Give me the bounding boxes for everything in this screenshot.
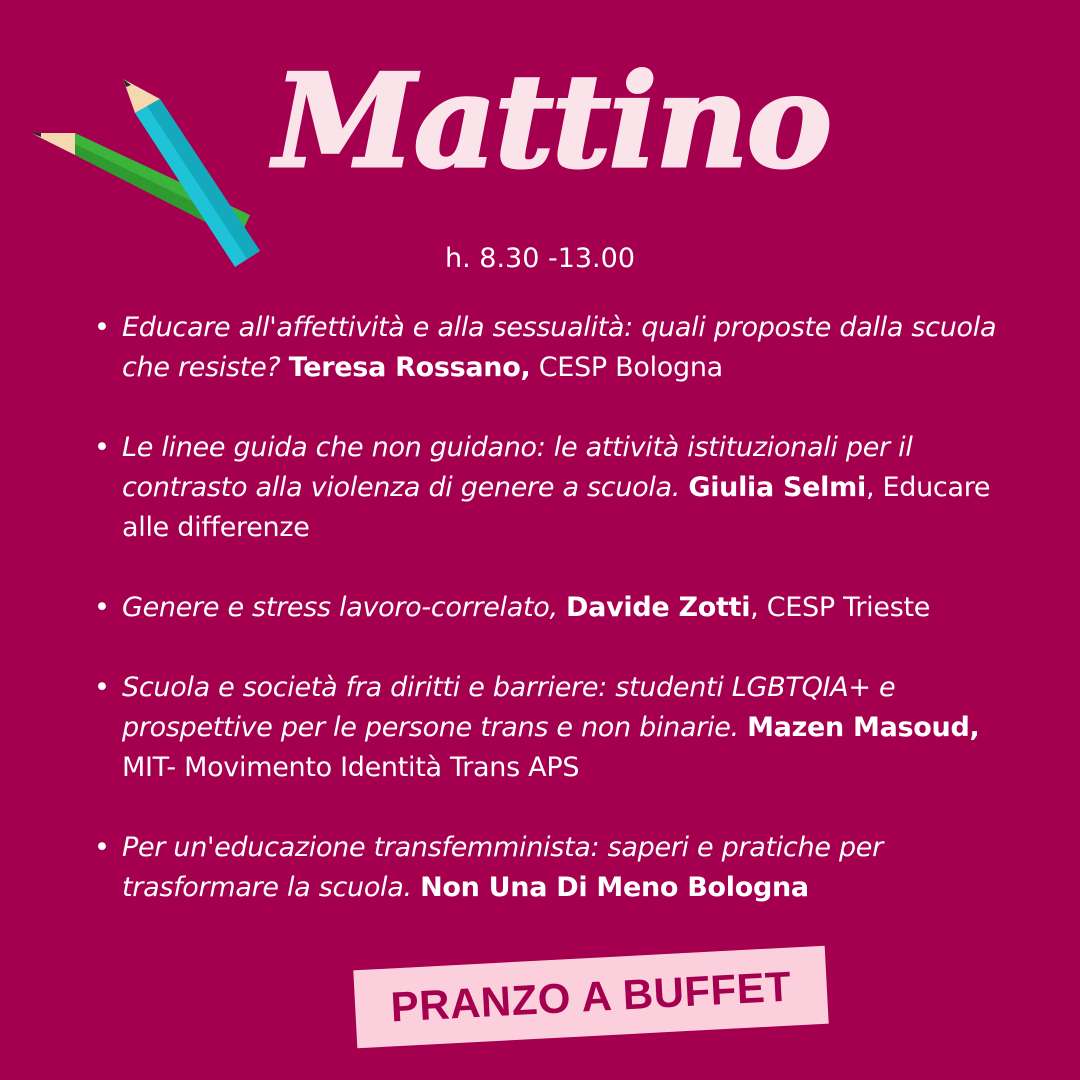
item-speaker: Non Una Di Meno Bologna (420, 872, 809, 903)
item-topic: Genere e stress lavoro-correlato, (122, 592, 558, 623)
lunch-banner-label: PRANZO A BUFFET (389, 962, 793, 1031)
agenda-list (88, 308, 1038, 948)
item-speaker: Teresa Rossano, (288, 352, 531, 383)
item-speaker: Giulia Selmi (688, 472, 866, 503)
bullet-icon: • (94, 832, 110, 863)
page-title: Mattino (274, 47, 830, 197)
bullet-icon: • (94, 592, 110, 623)
item-topic: Per un'educazione transfemminista: saperi e pratiche per trasformare la scuola. (122, 832, 883, 903)
list-item (88, 588, 1038, 628)
bullet-icon: • (94, 672, 110, 703)
item-speaker: Davide Zotti (566, 592, 751, 623)
item-speaker: Mazen Masoud, (747, 712, 980, 743)
time-range: h. 8.30 -13.00 (444, 243, 635, 274)
item-org: MIT- Movimento Identità Trans APS (122, 752, 580, 783)
bullet-icon: • (94, 312, 110, 343)
list-item (88, 668, 1038, 788)
list-item (88, 828, 1038, 908)
item-org: , Educare alle differenze (122, 472, 991, 543)
item-topic: Scuola e società fra diritti e barriere: studenti LGBTQIA+ e prospettive per le persone trans e non binarie. (122, 672, 896, 743)
item-topic: Le linee guida che non guidano: le attività istituzionali per il contrasto alla violenza di genere a scuola. (122, 432, 913, 503)
item-topic: Educare all'affettività e alla sessualità: quali proposte dalla scuola che resiste? (122, 312, 997, 383)
bullet-icon: • (94, 432, 110, 463)
list-item (88, 308, 1038, 388)
lunch-banner (353, 946, 828, 1049)
item-org: CESP Bologna (530, 352, 723, 383)
list-item (88, 428, 1038, 548)
item-org: , CESP Trieste (750, 592, 931, 623)
